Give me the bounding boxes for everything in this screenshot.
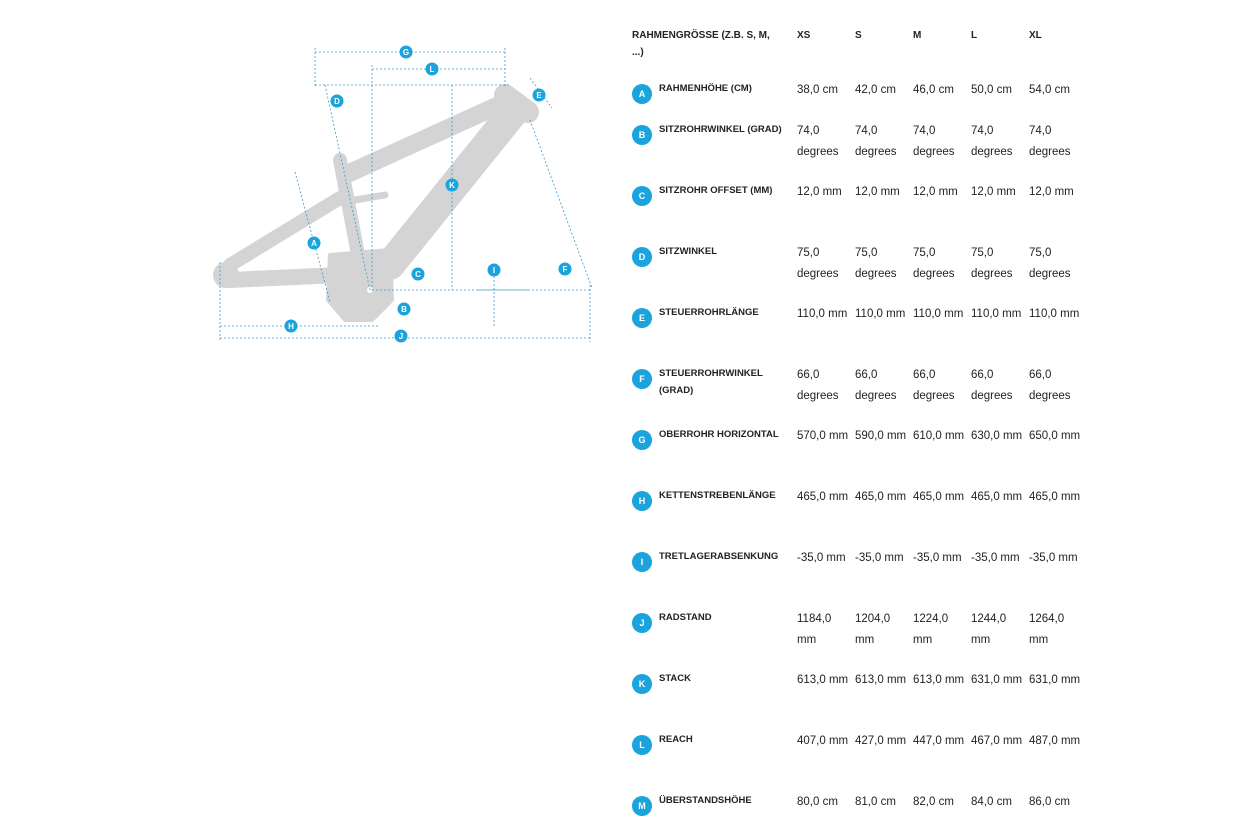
row-badge: L (632, 735, 652, 755)
value-xl: 487,0 mm (1029, 735, 1081, 747)
table-row (632, 609, 1252, 670)
row-label: OBERROHR HORIZONTAL (659, 429, 779, 440)
row-badge: H (632, 491, 652, 511)
marker-l (426, 63, 439, 76)
value-xl: 631,0 mm (1029, 674, 1081, 686)
row-label: STACK (659, 673, 692, 684)
value-s: 110,0 mm (855, 308, 906, 320)
size-s-header: S (855, 30, 862, 41)
row-badge: G (632, 430, 652, 450)
value-l: 75,0 degrees (971, 247, 1013, 280)
marker-b (398, 303, 411, 316)
value-s: 66,0 degrees (855, 369, 897, 402)
row-label: SITZWINKEL (659, 246, 718, 257)
value-l: 12,0 mm (971, 186, 1016, 198)
value-xl: 54,0 cm (1029, 84, 1070, 96)
value-m: 75,0 degrees (913, 247, 955, 280)
table-row (632, 731, 1252, 792)
value-xl: 74,0 degrees (1029, 125, 1071, 158)
value-xs: 1184,0 mm (797, 613, 832, 646)
size-xs-header: XS (797, 30, 811, 41)
table-row (632, 121, 1252, 182)
bike-frame-silhouette (214, 95, 528, 320)
value-m: 66,0 degrees (913, 369, 955, 402)
value-xs: -35,0 mm (797, 552, 846, 564)
row-label: STEUERROHRWINKEL (GRAD) (659, 368, 763, 396)
marker-a (308, 237, 321, 250)
marker-h-label: H (288, 322, 294, 331)
marker-b-label: B (401, 305, 407, 314)
table-row (632, 487, 1252, 548)
table-row (632, 365, 1252, 426)
value-l: 84,0 cm (971, 796, 1012, 808)
value-s: 590,0 mm (855, 430, 907, 442)
value-xl: 650,0 mm (1029, 430, 1081, 442)
value-xs: 12,0 mm (797, 186, 842, 198)
row-label: ÜBERSTANDSHÖHE (659, 795, 752, 806)
table-row (632, 670, 1252, 731)
size-xl-header: XL (1029, 30, 1042, 41)
value-m: 1224,0 mm (913, 613, 949, 646)
value-s: 465,0 mm (855, 491, 907, 503)
value-xs: 66,0 degrees (797, 369, 839, 402)
row-label: RADSTAND (659, 612, 712, 623)
value-m: 447,0 mm (913, 735, 965, 747)
row-badge: A (632, 84, 652, 104)
marker-g (400, 46, 413, 59)
table-row (632, 182, 1252, 243)
value-m: 74,0 degrees (913, 125, 955, 158)
table-row (632, 243, 1252, 304)
row-badge: E (632, 308, 652, 328)
value-l: 467,0 mm (971, 735, 1023, 747)
row-label: STEUERROHRLÄNGE (659, 307, 759, 318)
value-m: 12,0 mm (913, 186, 958, 198)
table-row (632, 426, 1252, 487)
frame-geometry-diagram (210, 35, 610, 355)
row-badge: D (632, 247, 652, 267)
value-xs: 570,0 mm (797, 430, 849, 442)
marker-d-label: D (334, 97, 340, 106)
value-m: 110,0 mm (913, 308, 964, 320)
marker-g-label: G (402, 48, 410, 57)
value-m: -35,0 mm (913, 552, 962, 564)
value-xl: 110,0 mm (1029, 308, 1080, 320)
row-badge: K (632, 674, 652, 694)
marker-i (488, 264, 501, 277)
value-xs: 74,0 degrees (797, 125, 839, 158)
value-xs: 80,0 cm (797, 796, 838, 808)
row-label: SITZROHR OFFSET (MM) (659, 185, 773, 196)
value-l: 631,0 mm (971, 674, 1023, 686)
value-s: 1204,0 mm (855, 613, 891, 646)
marker-c-label: C (415, 270, 421, 279)
value-s: 81,0 cm (855, 796, 896, 808)
value-xs: 75,0 degrees (797, 247, 839, 280)
marker-k (446, 179, 459, 192)
value-xs: 613,0 mm (797, 674, 849, 686)
value-s: 75,0 degrees (855, 247, 897, 280)
table-header (632, 27, 1252, 67)
table-row (632, 792, 1252, 832)
marker-k-label: K (449, 181, 455, 190)
value-xs: 38,0 cm (797, 84, 838, 96)
value-xs: 407,0 mm (797, 735, 849, 747)
value-m: 465,0 mm (913, 491, 965, 503)
value-xl: 12,0 mm (1029, 186, 1074, 198)
marker-d (331, 95, 344, 108)
value-l: 50,0 cm (971, 84, 1012, 96)
value-m: 613,0 mm (913, 674, 965, 686)
value-xl: 86,0 cm (1029, 796, 1070, 808)
value-xl: -35,0 mm (1029, 552, 1078, 564)
value-s: 12,0 mm (855, 186, 900, 198)
row-label: TRETLAGERABSENKUNG (659, 551, 779, 562)
table-row (632, 304, 1252, 365)
frame-size-header: RAHMENGRÖSSE (Z.B. S, M, ...) (632, 30, 770, 58)
value-l: 630,0 mm (971, 430, 1023, 442)
row-badge: M (632, 796, 652, 816)
value-s: 613,0 mm (855, 674, 907, 686)
value-l: 66,0 degrees (971, 369, 1013, 402)
value-m: 46,0 cm (913, 84, 954, 96)
marker-e-label: E (536, 91, 542, 100)
marker-l-label: L (429, 65, 435, 74)
value-s: -35,0 mm (855, 552, 904, 564)
value-l: 465,0 mm (971, 491, 1023, 503)
value-xs: 465,0 mm (797, 491, 849, 503)
value-l: 110,0 mm (971, 308, 1022, 320)
value-s: 427,0 mm (855, 735, 907, 747)
row-badge: J (632, 613, 652, 633)
row-badge: C (632, 186, 652, 206)
value-l: 1244,0 mm (971, 613, 1007, 646)
value-m: 82,0 cm (913, 796, 954, 808)
marker-i-label: I (492, 266, 496, 275)
row-badge: I (632, 552, 652, 572)
table-row (632, 548, 1252, 609)
row-label: RAHMENHÖHE (CM) (659, 83, 752, 94)
marker-j-label: J (398, 332, 404, 341)
row-label: REACH (659, 734, 693, 745)
value-xl: 66,0 degrees (1029, 369, 1071, 402)
row-badge: B (632, 125, 652, 145)
value-m: 610,0 mm (913, 430, 965, 442)
value-s: 74,0 degrees (855, 125, 897, 158)
value-l: 74,0 degrees (971, 125, 1013, 158)
row-label: KETTENSTREBENLÄNGE (659, 490, 776, 501)
size-m-header: M (913, 30, 922, 41)
marker-h (285, 320, 298, 333)
row-label: SITZROHRWINKEL (GRAD) (659, 124, 782, 135)
size-l-header: L (971, 30, 978, 41)
marker-f-label: F (562, 265, 568, 274)
marker-c (412, 268, 425, 281)
value-xs: 110,0 mm (797, 308, 848, 320)
value-xl: 1264,0 mm (1029, 613, 1065, 646)
value-s: 42,0 cm (855, 84, 896, 96)
marker-f (559, 263, 572, 276)
row-badge: F (632, 369, 652, 389)
marker-e (533, 89, 546, 102)
marker-a-label: A (311, 239, 317, 248)
value-xl: 465,0 mm (1029, 491, 1081, 503)
marker-j (395, 330, 408, 343)
value-xl: 75,0 degrees (1029, 247, 1071, 280)
value-l: -35,0 mm (971, 552, 1020, 564)
